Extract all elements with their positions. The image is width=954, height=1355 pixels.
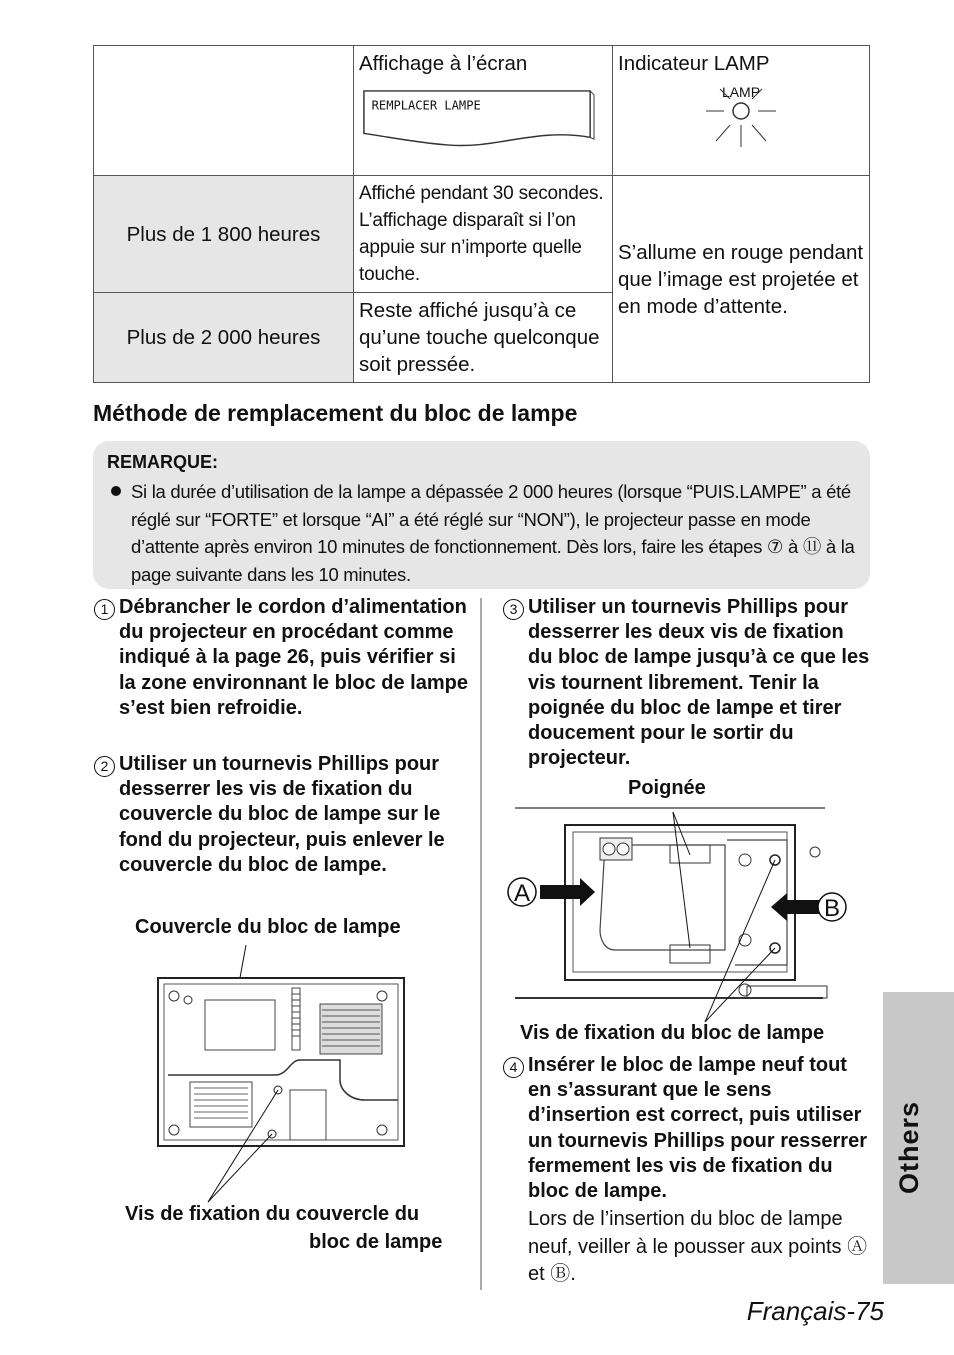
table-header-indicator bbox=[613, 46, 870, 176]
bullet-icon bbox=[111, 486, 121, 496]
step4-number: 4 bbox=[503, 1057, 524, 1078]
step1-number: 1 bbox=[94, 599, 115, 620]
lamp-indicator-label: LAMP bbox=[721, 84, 761, 100]
lamp-screws-caption: Vis de fixation du bloc de lampe bbox=[520, 1022, 825, 1044]
point-a-label: A bbox=[513, 880, 531, 907]
column-divider bbox=[480, 598, 482, 1290]
point-b-label: B bbox=[823, 895, 841, 922]
col-indicator-label: Indicateur LAMP bbox=[618, 52, 770, 75]
screen-message-illustration bbox=[359, 89, 597, 147]
row2-label: Plus de 2 000 heures bbox=[94, 293, 354, 383]
side-tab bbox=[883, 992, 954, 1284]
note-title: REMARQUE: bbox=[107, 452, 218, 472]
row1-label: Plus de 1 800 heures bbox=[94, 176, 354, 293]
step3-number: 3 bbox=[503, 599, 524, 620]
row1-screen: Affiché pendant 30 secondes. L’affichage disparaît si l’on appuie sur n’importe quelle touche. bbox=[354, 176, 613, 293]
cover-screws-caption-2: bloc de lampe bbox=[309, 1231, 443, 1253]
lamp-light-icon bbox=[733, 103, 749, 119]
section-heading: Méthode de remplacement du bloc de lampe bbox=[93, 400, 578, 426]
lamp-unit-illustration bbox=[505, 800, 841, 1025]
handle-caption: Poignée bbox=[628, 777, 706, 799]
step1-text: Débrancher le cordon d’alimentation du projecteur en procédant comme indiqué à la page 26, puis vérifier si la zone environnant le bloc de lampe s’est bien refroidie. bbox=[119, 596, 468, 719]
note-text: Si la durée d’utilisation de la lampe a dépassée 2 000 heures (lorsque “PUIS.LAMPE” a été réglé sur “FORTE” et lorsque “AI” a été réglé sur “NON”), le projecteur passe en mode d’attente après environ 10 minutes de fonctionnement. Dès lors, faire les étapes ⑦ à ⑪ à la page suivante dans les 10 minutes. bbox=[131, 481, 855, 585]
table-empty-cell bbox=[94, 46, 354, 176]
screen-message-text: REMPLACER LAMPE bbox=[371, 98, 481, 113]
table-header-screen bbox=[354, 46, 613, 176]
cover-caption: Couvercle du bloc de lampe bbox=[135, 916, 401, 938]
col-screen-label: Affichage à l’écran bbox=[359, 52, 528, 75]
step2-text: Utiliser un tournevis Phillips pour desserrer les vis de fixation du couvercle du bloc de lampe sur le fond du projecteur, puis enlever le couvercle du bloc de lampe. bbox=[119, 753, 445, 876]
lamp-indicator-table bbox=[93, 45, 870, 383]
note-box bbox=[93, 441, 870, 589]
step4-text: Insérer le bloc de lampe neuf tout en s’assurant que le sens d’insertion est correct, puis utiliser un tournevis Phillips pour resserrer fermement les vis de fixation du bloc de lampe. bbox=[528, 1054, 867, 1203]
step2-number: 2 bbox=[94, 756, 115, 777]
projector-bottom-illustration bbox=[150, 940, 420, 1150]
page-number: Français-75 bbox=[746, 1296, 884, 1326]
lamp-indicator-illustration bbox=[618, 77, 864, 157]
row2-screen: Reste affiché jusqu’à ce qu’une touche quelconque soit pressée. bbox=[354, 293, 613, 383]
step4-extra-text: Lors de l’insertion du bloc de lampe neuf, veiller à le pousser aux points Ⓐ et Ⓑ. bbox=[528, 1208, 868, 1285]
step3-text: Utiliser un tournevis Phillips pour desserrer les deux vis de fixation du bloc de lampe jusqu’à ce que les vis tournent librement. Tenir la poignée du bloc de lampe et tirer doucement pour le sortir du projecteur. bbox=[528, 596, 870, 770]
indicator-text: S’allume en rouge pendant que l’image est projetée et en mode d’attente. bbox=[613, 176, 870, 383]
side-tab-label: Others bbox=[894, 1100, 925, 1195]
cover-screws-caption-1: Vis de fixation du couvercle du bbox=[125, 1203, 420, 1225]
